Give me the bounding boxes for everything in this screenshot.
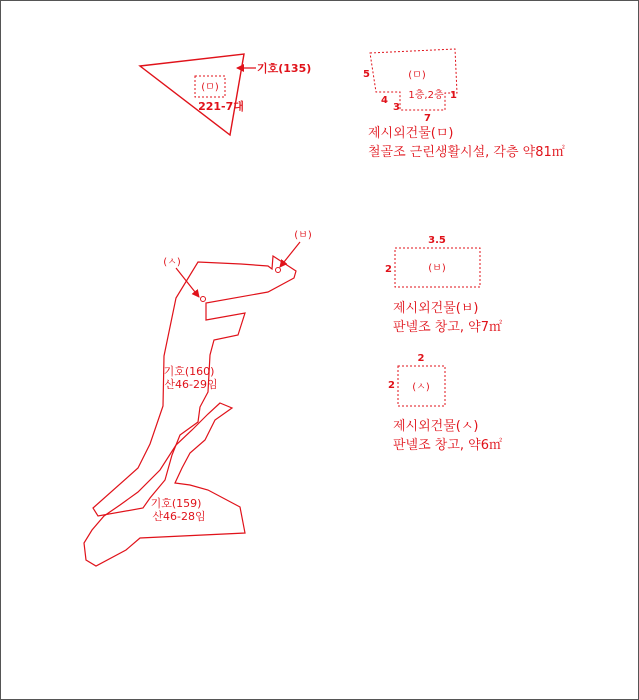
- building-m-dim-bottom-left: 4: [381, 95, 388, 106]
- pointer-b-label: (ㅂ): [294, 230, 312, 241]
- parcel-159: [84, 403, 245, 566]
- building-b-dim-left: 2: [385, 264, 392, 275]
- building-m-dim-bottom: 7: [424, 113, 431, 124]
- pointer-s-target: [201, 297, 206, 302]
- parcel-159-label: 기호(159): [150, 497, 202, 510]
- parcel-159-boundary: [84, 403, 245, 566]
- parcel-135-building-mark: (ㅁ): [201, 82, 219, 93]
- parcel-135: [140, 54, 311, 135]
- building-s-mark: (ㅅ): [412, 382, 430, 393]
- building-m-mark: (ㅁ): [408, 70, 426, 81]
- parcel-160: [93, 230, 312, 516]
- building-m-dim-right: 1: [450, 90, 457, 101]
- building-m-title: 제시외건물(ㅁ): [368, 126, 454, 141]
- building-b-mark: (ㅂ): [428, 263, 446, 274]
- building-m-desc: 철골조 근린생활시설, 각층 약81㎡: [368, 145, 565, 160]
- parcel-160-lot: 산46-29임: [164, 378, 218, 391]
- building-m-floors: 1층,2층: [408, 90, 444, 101]
- building-s-dim-left: 2: [388, 380, 395, 391]
- building-m-dim-step: 3: [393, 102, 400, 113]
- building-b-desc: 판넬조 창고, 약7㎡: [393, 320, 503, 335]
- building-s-dim-top: 2: [417, 353, 425, 364]
- parcel-160-label: 기호(160): [163, 365, 215, 378]
- building-b-title: 제시외건물(ㅂ): [393, 301, 479, 316]
- building-s-title: 제시외건물(ㅅ): [393, 419, 479, 434]
- parcel-135-lot: 221-7대: [198, 100, 244, 113]
- pointer-b-arrow: [280, 242, 300, 267]
- building-b-detail: [385, 235, 502, 335]
- building-b-dim-top: 3.5: [428, 235, 446, 246]
- building-s-desc: 판넬조 창고, 약6㎡: [393, 438, 503, 453]
- parcel-159-lot: 산46-28임: [152, 510, 206, 523]
- parcel-135-label: 기호(135): [257, 62, 312, 75]
- building-s-detail: [388, 353, 502, 453]
- pointer-s-label: (ㅅ): [163, 257, 181, 268]
- building-m-dim-left: 5: [363, 69, 370, 80]
- building-m-detail: [363, 49, 565, 160]
- pointer-b-target: [276, 268, 281, 273]
- parcel-135-boundary: [140, 54, 244, 135]
